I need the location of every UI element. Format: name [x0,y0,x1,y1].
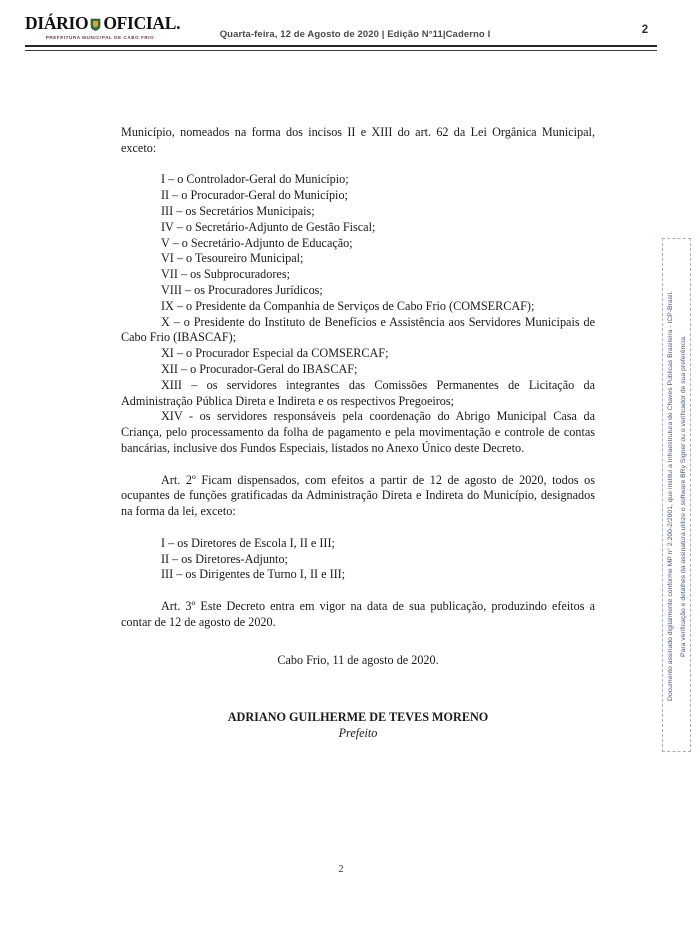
exception-item: XI – o Procurador Especial da COMSERCAF; [161,346,389,361]
signature-title: Prefeito [338,726,378,741]
digital-signature-line1: Documento assinado digitalmente conforme MP n° 2.200-2/2001, que institui a Infraestrutura de Chaves Públicas Brasileira - ICP-Brasil. [667,291,674,701]
intro-paragraph: Município, nomeados na forma dos incisos II e XIII do art. 62 da Lei Orgânica Municipal, exceto: [121,125,595,155]
footer-page-number: 2 [338,864,344,875]
dateline: Cabo Frio, 11 de agosto de 2020. [277,652,439,667]
article-2-paragraph: Art. 2º Ficam dispensados, com efeitos a partir de 12 de agosto de 2020, todos os ocupantes de funções gratificadas da Administração Direta e Indireta do Município, designados na forma da lei, exceto: [121,472,595,519]
masthead-title [25,13,181,34]
masthead-title-right: OFICIAL. [103,13,181,33]
article-3-paragraph: Art. 3º Este Decreto entra em vigor na data de sua publicação, produzindo efeitos a contar de 12 de agosto de 2020. [121,598,595,629]
masthead-subtitle: PREFEITURA MUNICIPAL DE CABO FRIO [45,35,155,40]
exception-item: VI – o Tesoureiro Municipal; [161,251,304,266]
issue-line: Quarta-feira, 12 de Agosto de 2020 | Edição N°11|Caderno I [219,29,491,40]
exception-item: II – o Procurador-Geral do Município; [161,188,348,203]
exception-item: III – os Dirigentes de Turno I, II e III; [161,567,346,582]
exception-item: V – o Secretário-Adjunto de Educação; [161,235,353,250]
exception-item: XIV - os servidores responsáveis pela coordenação do Abrigo Municipal Casa da Criança, pelo processamento da folha de pagamento e pela movimentação e controle de contas bancárias, inclusive dos Fundos Especiais, listados no Anexo Único deste Decreto. [121,409,595,455]
digital-signature-line2: Para verificação e detalhes da assinatura utilize o software BRy Signer ou o verificador de sua preferência. [679,335,687,657]
digital-signature-text [665,242,690,750]
masthead-title-left: DIÁRIO [25,13,89,33]
header-rule [25,45,657,51]
header-page-number: 2 [641,24,649,36]
exception-item: VIII – os Procuradores Jurídicos; [161,282,323,297]
exception-item: X – o Presidente do Instituto de Benefícios e Assistência aos Servidores Municipais de Cabo Frio (IBASCAF); [121,314,595,345]
exception-item: XIII – os servidores integrantes das Comissões Permanentes de Licitação da Administração Pública Direta e Indireta e os respectivos Pregoeiros; [121,377,595,408]
exception-item: I – o Controlador-Geral do Município; [161,172,349,187]
exception-item: IV – o Secretário-Adjunto de Gestão Fiscal; [161,219,376,234]
exception-item: VII – os Subprocuradores; [161,267,290,282]
masthead [25,13,181,40]
exception-item: II – os Diretores-Adjunto; [161,551,288,566]
signature-name: ADRIANO GUILHERME DE TEVES MORENO [227,710,489,725]
decree-body [121,125,595,742]
exception-item: I – os Diretores de Escola I, II e III; [161,535,335,550]
exception-item: IX – o Presidente da Companhia de Serviços de Cabo Frio (COMSERCAF); [161,298,535,313]
exception-item: III – os Secretários Municipais; [161,203,315,218]
coat-of-arms-icon [90,16,101,34]
exception-item: XII – o Procurador-Geral do IBASCAF; [161,361,358,376]
